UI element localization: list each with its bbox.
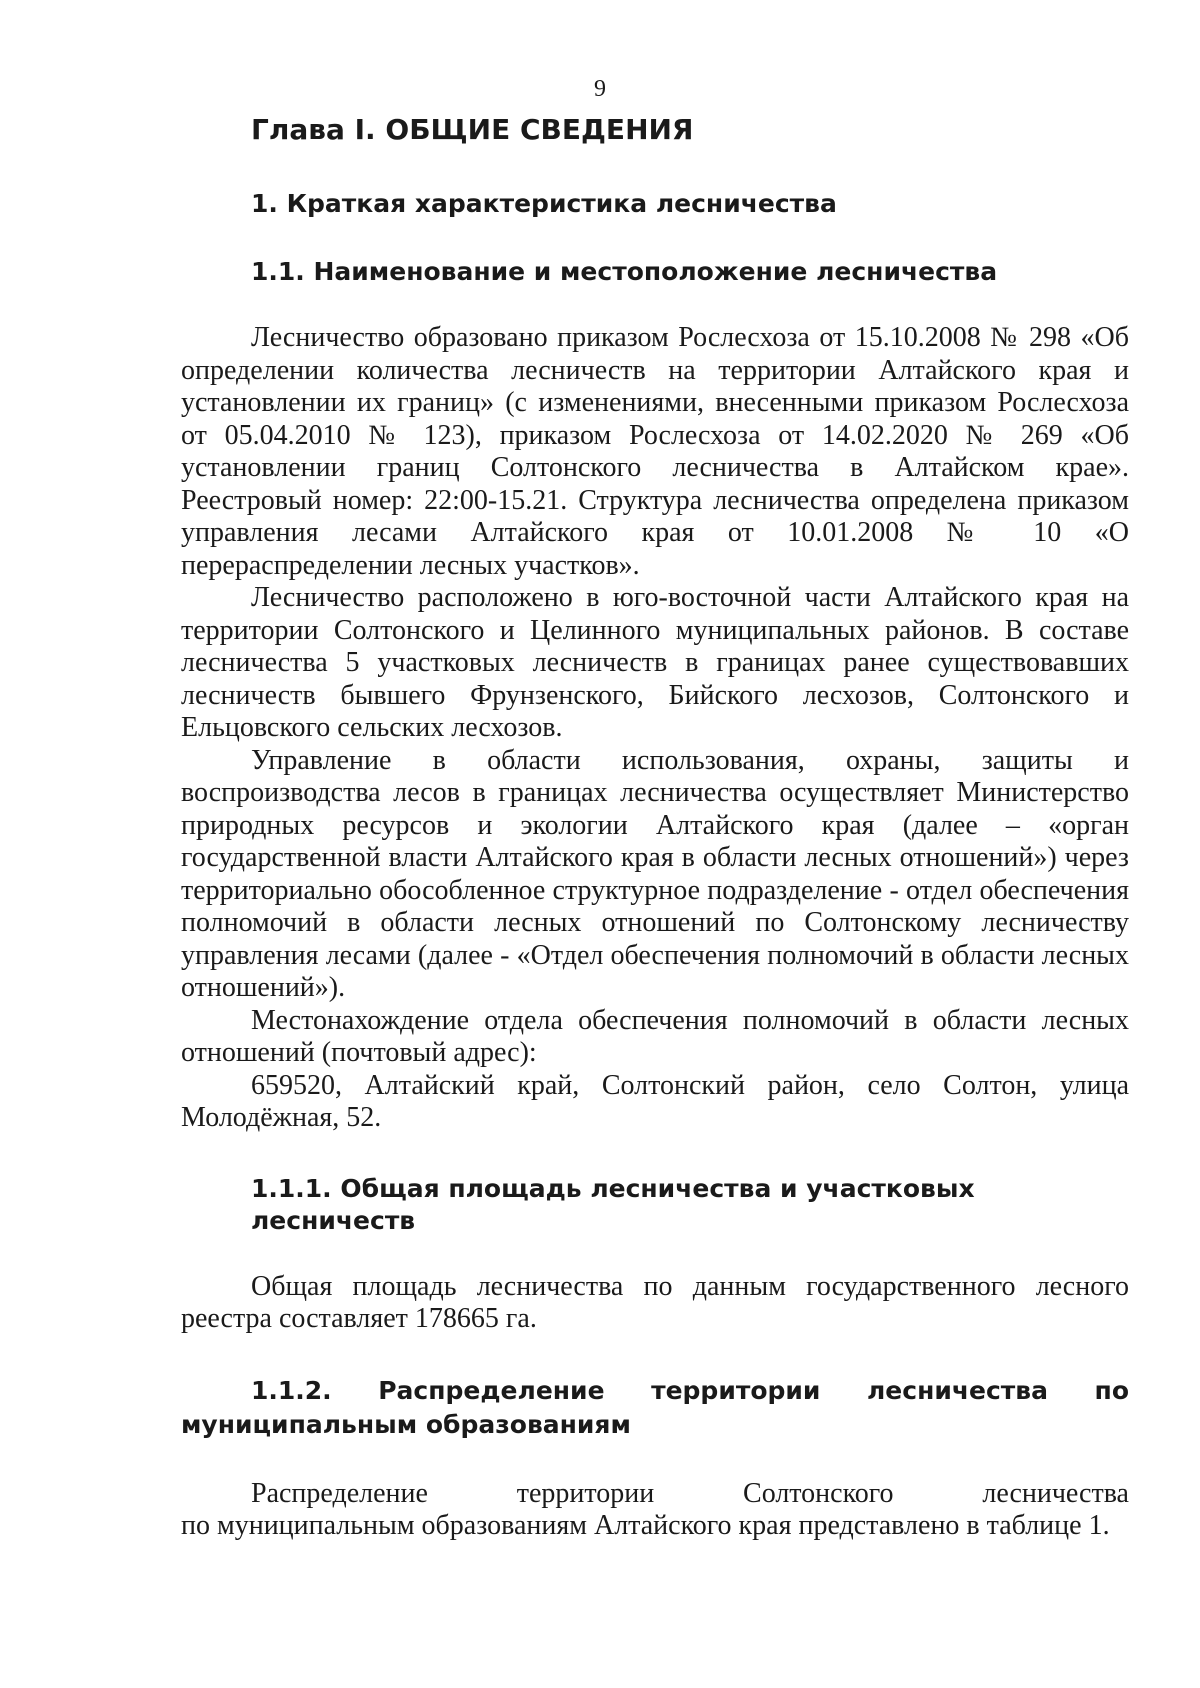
section-1-heading: 1. Краткая характеристика лесничества <box>251 189 837 218</box>
section-1-1-2-heading: 1.1.2. Распределение территории лесничества по муниципальным образованиям <box>181 1375 1129 1439</box>
paragraph-establishment: Лесничество образовано приказом Рослесхоза от 15.10.2008 № 298 «Об определении количества лесничеств на территории Алтайского края и установлении их границ» (с изменениями, внесенными приказом Рослесхоза от 05.04.2010 № 123), приказом Рослесхоза от 14.02.2020 № 269 «Об установлении границ Солтонского лесничества в Алтайском крае». Реестровый номер: 22:00-15.21. Структура лесничества определена приказом управления лесами Алтайского края от 10.01.2008 № 10 «О перераспределении лесных участков». <box>181 322 1129 581</box>
document-body <box>181 112 1129 1543</box>
paragraph-postal-address: 659520, Алтайский край, Солтонский район, село Солтон, улица Молодёжная, 52. <box>181 1069 1129 1133</box>
paragraph-distribution-line-1: Распределение территории Солтонского лесничества <box>251 1477 1129 1509</box>
paragraph-distribution-line-2: по муниципальным образованиям Алтайского края представлено в таблице 1. <box>181 1510 1110 1541</box>
paragraph-office-location: Местонахождение отдела обеспечения полномочий в области лесных отношений (почтовый адрес): <box>181 1004 1129 1068</box>
paragraph-location: Лесничество расположено в юго-восточной части Алтайского края на территории Солтонского и Целинного муниципальных районов. В составе лесничества 5 участковых лесничеств в границах ранее существовавших лесничеств бывшего Фрунзенского, Бийского лесхозов, Солтонского и Ельцовского сельских лесхозов. <box>181 582 1129 743</box>
page-number: 9 <box>594 76 606 102</box>
chapter-title: Глава I. ОБЩИЕ СВЕДЕНИЯ <box>251 113 694 146</box>
section-1-1-heading: 1.1. Наименование и местоположение лесничества <box>251 257 998 286</box>
paragraph-management: Управление в области использования, охраны, защиты и воспроизводства лесов в границах лесничества осуществляет Министерство природных ресурсов и экологии Алтайского края (далее – «орган государственной власти Алтайского края в области лесных отношений») через территориально обособленное структурное подразделение - отдел обеспечения полномочий в области лесных отношений по Солтонскому лесничеству управления лесами (далее - «Отдел обеспечения полномочий в области лесных отношений»). <box>181 744 1129 1003</box>
section-1-1-1-heading: 1.1.1. Общая площадь лесничества и участковых лесничеств <box>251 1173 975 1235</box>
paragraph-total-area: Общая площадь лесничества по данным государственного лесного реестра составляет 178665 га. <box>181 1270 1129 1334</box>
